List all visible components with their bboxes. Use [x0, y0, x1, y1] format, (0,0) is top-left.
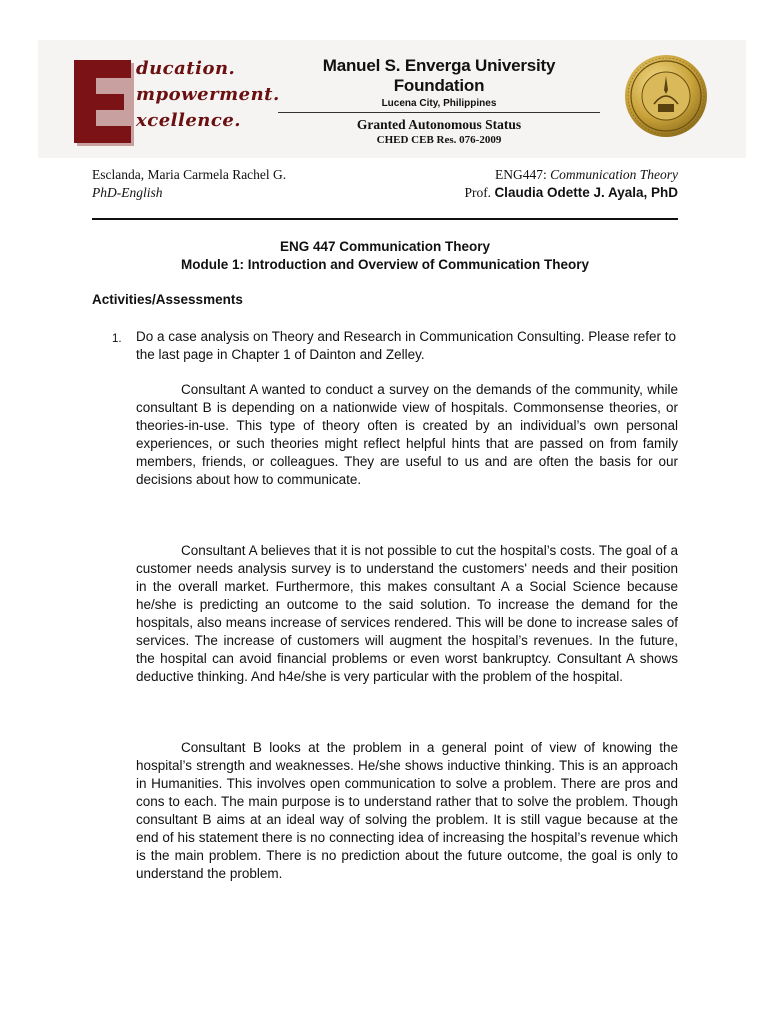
- header-divider: [92, 218, 678, 220]
- university-block: [278, 56, 600, 146]
- university-seal-icon: [624, 54, 708, 138]
- course-line: [436, 166, 678, 184]
- professor-prefix: Prof.: [464, 185, 492, 200]
- university-divider: [278, 112, 600, 113]
- answer-paragraph-2: Consultant A believes that it is not possible to cut the hospital’s costs. The goal of a customer needs analysis survey is to understand the customers' needs and their position in the overall market. Furthermore, this makes consultant A a Social Science because he/she is predicting an outcome to the said solution. To increase the demand for the hospitals, also means increase of services rendered. This will be done to increase sales of services. The increase of customers will augment the hospital’s revenues. In the future, the hospital can avoid financial problems or even worst bankruptcy. Consultant A shows deductive thinking. And h4e/she is very particular with the problem of the hospital.: [136, 543, 678, 684]
- student-program: PhD-English: [92, 185, 163, 200]
- section-heading: Activities/Assessments: [92, 292, 243, 307]
- motto-line-education: ducation.: [136, 58, 236, 79]
- document-title: ENG 447 Communication Theory: [279, 239, 491, 254]
- motto-line-excellence: xcellence.: [136, 110, 242, 131]
- question-number: 1.: [112, 333, 122, 345]
- university-name: Manuel S. Enverga University Foundation: [322, 56, 556, 95]
- professor-name: Claudia Odette J. Ayala, PhD: [494, 185, 678, 200]
- student-info: [92, 166, 286, 202]
- answer-paragraph-3: Consultant B looks at the problem in a general point of view of knowing the hospital’s strength and weaknesses. He/she shows inductive thinking. This is an approach in Humanities. This involves open communication to solve a problem. There are pros and cons to each. The main purpose is to understand rather that to solve the problem. Though consultant B aims at an ideal way of solving the problem. It is still vague because at the end of his statement there is no connecting idea of increasing the hospital’s revenue which is the main problem. There is no prediction about the future outcome, the goal is only to understand the problem.: [136, 740, 678, 881]
- motto: [136, 56, 280, 134]
- university-city: Lucena City, Philippines: [381, 98, 497, 109]
- course-subject: Communication Theory: [550, 167, 678, 182]
- student-name: Esclanda, Maria Carmela Rachel G.: [92, 167, 287, 182]
- ched-resolution: CHED CEB Res. 076-2009: [376, 134, 502, 146]
- big-e-logo: [74, 60, 134, 146]
- document-titles: [92, 238, 678, 274]
- motto-line-empowerment: mpowerment.: [136, 84, 280, 105]
- letterhead: [38, 40, 746, 158]
- course-info: [436, 166, 678, 202]
- course-code: ENG447:: [495, 167, 547, 182]
- question-text: Do a case analysis on Theory and Research in Communication Consulting. Please refer to the last page in Chapter 1 of Dainton and Zelley.: [136, 329, 677, 362]
- answer-paragraph-1: Consultant A wanted to conduct a survey on the demands of the community, while consultant B is depending on a nationwide view of hospitals. Commonsense theories, or theories-in-use. This type of theory often is created by an individual’s own personal experiences, or such theories might reflect helpful hints that are passed on from family members, friends, or colleagues. They are useful to us and are often the basis for our decisions about how to communicate.: [136, 382, 678, 487]
- module-title: Module 1: Introduction and Overview of Communication Theory: [180, 257, 590, 272]
- autonomous-status: Granted Autonomous Status: [356, 117, 522, 132]
- professor-line: [436, 184, 678, 202]
